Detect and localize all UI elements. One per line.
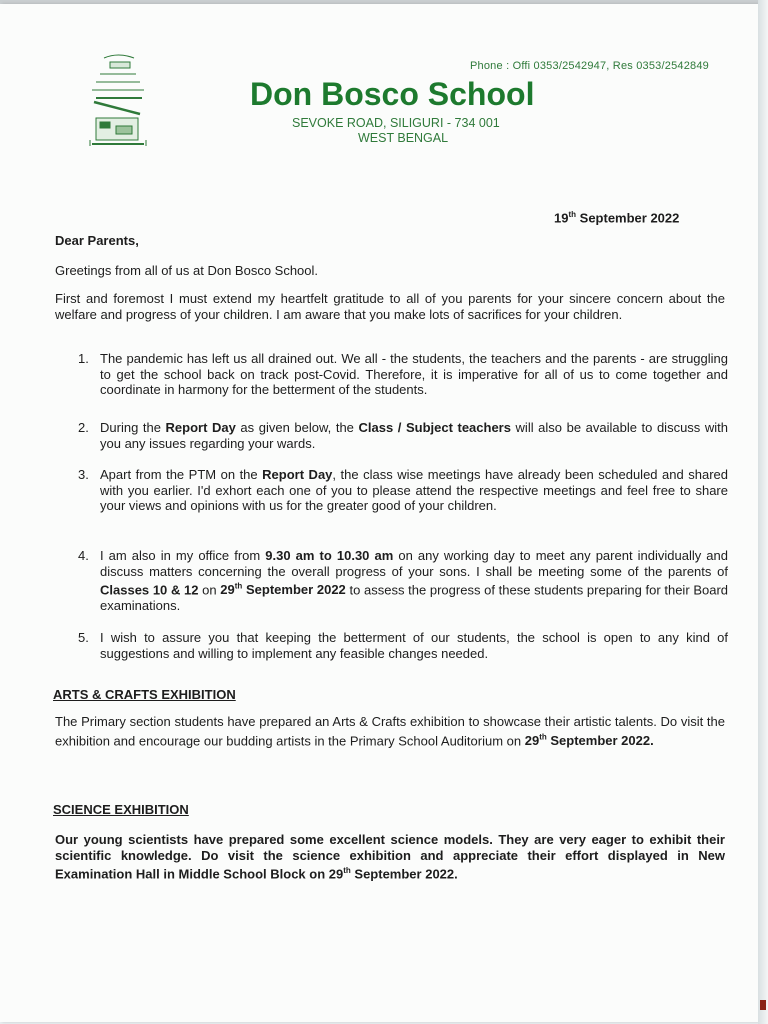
school-crest-icon	[82, 52, 154, 148]
arts-heading: ARTS & CRAFTS EXHIBITION	[53, 687, 236, 702]
greeting-paragraph: Greetings from all of us at Don Bosco School.	[55, 263, 319, 278]
list-item: 5. I wish to assure you that keeping the betterment of our students, the school is open to any kind of suggestions and willing to implement any feasible changes needed.	[78, 630, 728, 661]
school-name: Don Bosco School	[250, 76, 535, 112]
list-item: 1. The pandemic has left us all drained out. We all - the students, the teachers and the parents - are struggling to get the school back on track post-Covid. Therefore, it is imperative for all of us to come together and coordinate in harmony for the betterment of the students.	[78, 351, 728, 397]
arts-paragraph: The Primary section students have prepared an Arts & Crafts exhibition to showcase their artistic talents. Do visit the exhibition and encourage our budding artists in the Primary School Auditorium on 29th September 2022.	[55, 714, 725, 748]
list-item: 2. During the Report Day as given below, the Class / Subject teachers will also be available to discuss with you any issues regarding your wards.	[78, 420, 728, 451]
scan-edge-mark	[760, 1000, 766, 1010]
address-line-2: WEST BENGAL	[358, 131, 449, 145]
salutation: Dear Parents,	[55, 233, 139, 248]
intro-paragraph: First and foremost I must extend my heartfelt gratitude to all of you parents for your sincere concern about the welfare and progress of your children. I am aware that you make lots of sacrifices for your children.	[55, 291, 725, 322]
scan-right-edge	[758, 0, 768, 1024]
list-item: 3. Apart from the PTM on the Report Day, the class wise meetings have already been scheduled and shared with you earlier. I'd exhort each one of you to please attend the respective meetings and feel free to share your views and opinions with us for the greater good of your children.	[78, 467, 728, 513]
letter-page	[0, 4, 758, 1022]
list-item: 4. I am also in my office from 9.30 am to 10.30 am on any working day to meet any parent individually and discuss matters concerning the overall progress of your sons. I shall be meeting some of the parents of Classes 10 & 12 on 29th September 2022 to assess the progress of these students preparing for their Board examinations.	[78, 548, 729, 613]
address-line-1: SEVOKE ROAD, SILIGURI - 734 001	[292, 116, 500, 130]
phone-numbers: Phone : Offi 0353/2542947, Res 0353/2542849	[470, 60, 709, 72]
letter-date: 19th September 2022	[554, 210, 680, 226]
science-heading: SCIENCE EXHIBITION	[53, 802, 189, 817]
science-paragraph: Our young scientists have prepared some excellent science models. They are very eager to exhibit their scientific knowledge. Do visit the science exhibition and appreciate their effort displayed in New Examination Hall in Middle School Block on 29th September 2022.	[55, 832, 725, 882]
